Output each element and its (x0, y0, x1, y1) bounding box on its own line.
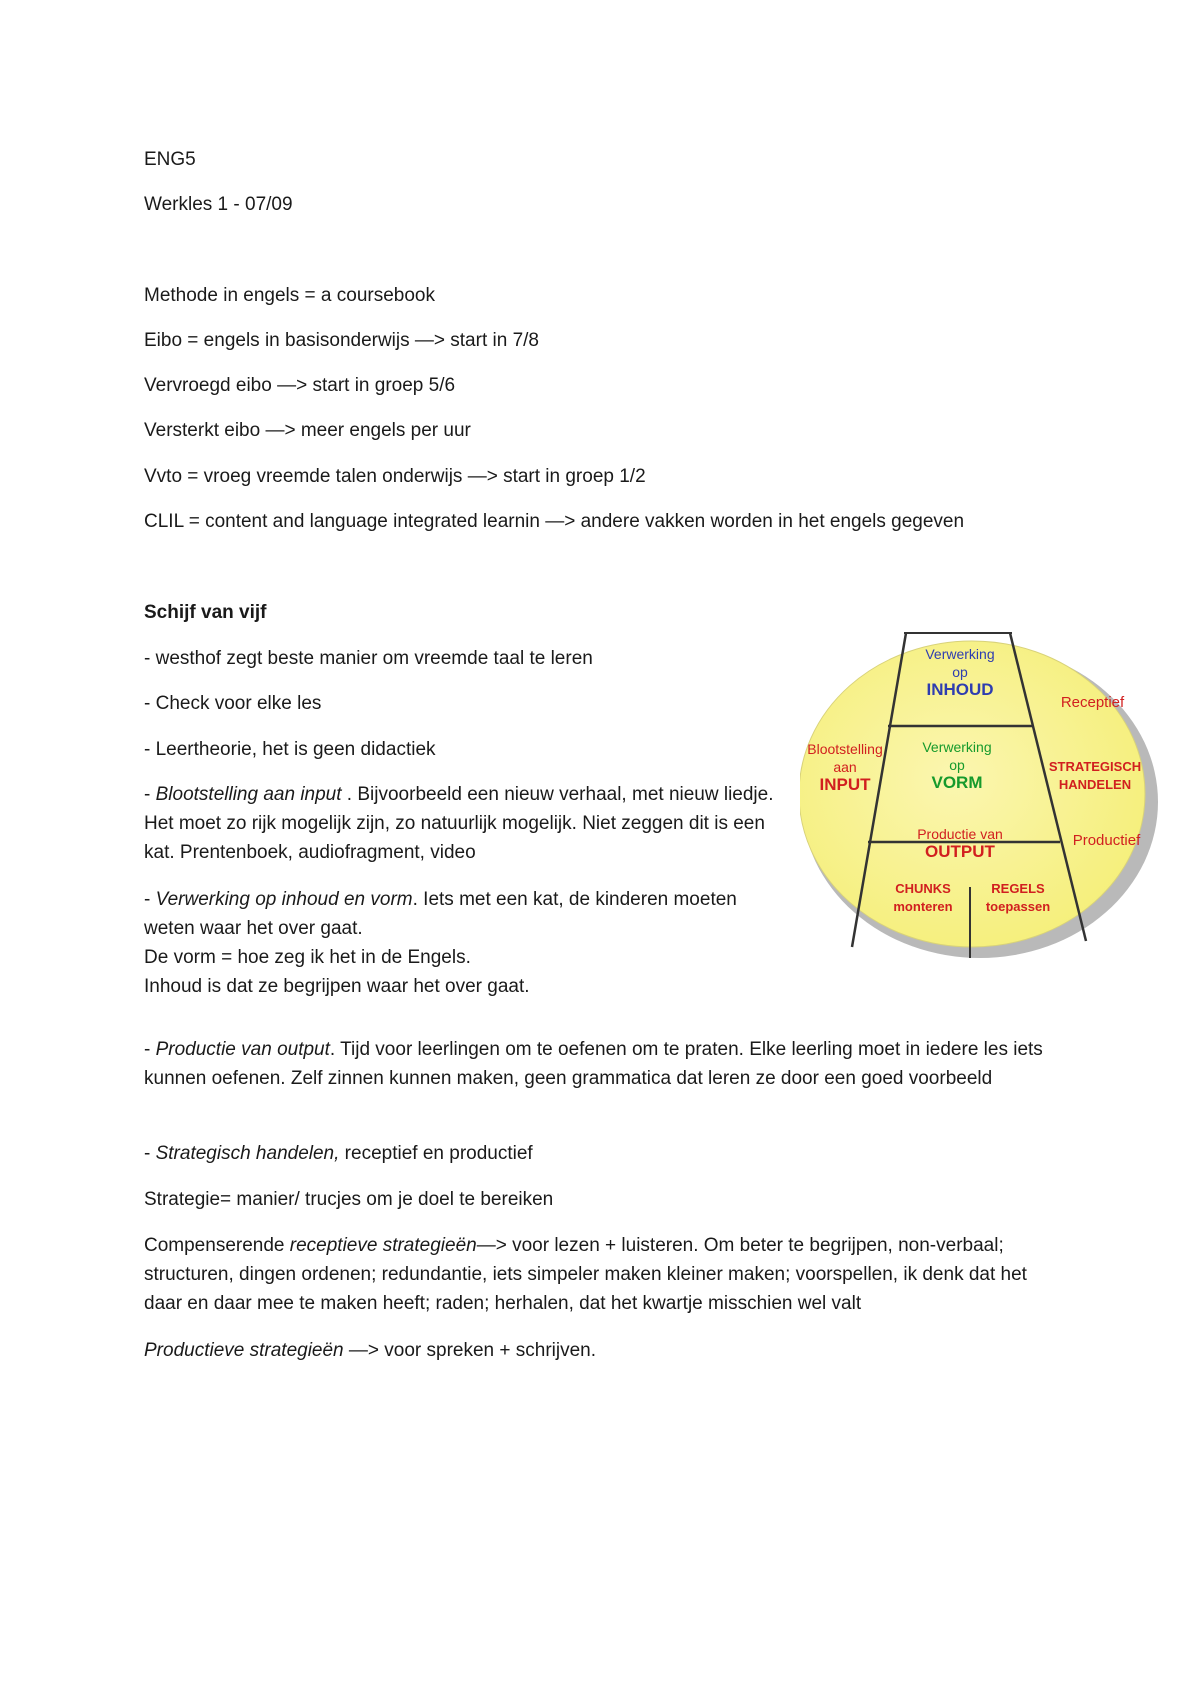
term-input: Blootstelling aan input (155, 784, 342, 805)
label-input-line1: Blootstelling (807, 741, 883, 757)
label-vorm-line2: op (949, 757, 965, 773)
schijf-van-vijf-diagram (800, 625, 1170, 963)
paragraph-input (144, 780, 774, 867)
label-inhoud-line1: Verwerking (925, 646, 995, 662)
term-strategisch: Strategisch handelen, (155, 1143, 340, 1164)
label-inhoud-line3: INHOUD (926, 680, 994, 699)
paragraph-vorm-text: De vorm = hoe zeg ik het in de Engels. (144, 947, 471, 968)
term-productie: Productie van output (155, 1039, 330, 1060)
term-receptieve: receptieve strategieën (289, 1235, 477, 1256)
label-output (900, 825, 1020, 861)
intro-line-6: CLIL = content and language integrated learnin —> andere vakken worden in het engels gegeven (144, 511, 965, 532)
label-vorm (907, 738, 1007, 792)
label-vorm-line3: VORM (931, 773, 983, 792)
productief-text: —> voor spreken + schrijven. (343, 1340, 597, 1361)
label-chunks (883, 880, 963, 916)
intro-line-1: Methode in engels = a coursebook (144, 285, 436, 306)
paragraph-inhoud-text: Inhoud is dat ze begrijpen waar het over gaat. (144, 976, 530, 997)
label-input-line2: aan (833, 759, 857, 775)
label-receptief: Receptief (1060, 694, 1125, 711)
strategie-definition: Strategie= manier/ trucjes om je doel te bereiken (144, 1189, 554, 1210)
paragraph-verwerking-lead: - (144, 889, 156, 910)
compenserend-text: —> voor lezen + luisteren. Om beter te begrijpen, non-verbaal; structuren, dingen ordenen; redundantie, iets simpeler maken kleiner maken; voorspellen, ik denk dat het daar en daar mee te maken heeft; raden; herhalen, dat het kwartje misschien wel valt (144, 1235, 1027, 1314)
label-vorm-line1: Verwerking (922, 739, 992, 755)
label-strategisch-line1: STRATEGISCH (1048, 759, 1142, 774)
intro-line-5: Vvto = vroeg vreemde talen onderwijs —> start in groep 1/2 (144, 466, 646, 487)
intro-line-4: Versterkt eibo —> meer engels per uur (144, 420, 471, 441)
paragraph-verwerking-text: . Iets met een kat, de kinderen moeten weten waar het over gaat. (144, 889, 737, 939)
intro-line-3: Vervroegd eibo —> start in groep 5/6 (144, 375, 456, 396)
section-title: Schijf van vijf (144, 602, 267, 623)
label-productief: Productief (1072, 832, 1141, 849)
bullet-westhof: - westhof zegt beste manier om vreemde taal te leren (144, 648, 593, 669)
label-inhoud-line2: op (952, 664, 968, 680)
label-strategisch-line2: HANDELEN (1058, 777, 1132, 792)
paragraph-verwerking (144, 885, 744, 1001)
label-output-line2: OUTPUT (925, 842, 995, 861)
paragraph-compenserend (144, 1231, 1064, 1318)
bullet-leertheorie: - Leertheorie, het is geen didactiek (144, 739, 436, 760)
bullet-check: - Check voor elke les (144, 693, 322, 714)
label-chunks-line1: CHUNKS (895, 881, 951, 896)
paragraph-strategisch-text: receptief en productief (339, 1143, 533, 1164)
term-productieve: Productieve strategieën (144, 1340, 344, 1361)
paragraph-input-text: . Bijvoorbeeld een nieuw verhaal, met nieuw liedje. Het moet zo rijk mogelijk zijn, zo natuurlijk mogelijk. Niet zeggen dit is een kat. Prentenboek, audiofragment, video (144, 784, 774, 863)
intro-line-2: Eibo = engels in basisonderwijs —> start in 7/8 (144, 330, 539, 351)
course-code: ENG5 (144, 149, 196, 170)
lesson-title: Werkles 1 - 07/09 (144, 194, 293, 215)
label-chunks-line2: monteren (893, 899, 953, 914)
label-strategisch (1036, 758, 1154, 794)
label-regels (973, 880, 1063, 916)
label-input-line3: INPUT (819, 775, 871, 794)
label-input (800, 740, 890, 794)
label-inhoud (915, 645, 1005, 699)
paragraph-productie (144, 1035, 1064, 1093)
paragraph-strategisch-lead: - (144, 1143, 156, 1164)
compenserend-pre: Compenserende (144, 1235, 290, 1256)
term-verwerking: Verwerking op inhoud en vorm (155, 889, 413, 910)
paragraph-productie-text: . Tijd voor leerlingen om te oefenen om te praten. Elke leerling moet in iedere les iets kunnen oefenen. Zelf zinnen kunnen maken, geen grammatica dat leren ze door een goed voorbeeld (144, 1039, 1043, 1089)
paragraph-input-lead: - (144, 784, 156, 805)
label-output-line1: Productie van (917, 826, 1003, 842)
label-regels-line2: toepassen (985, 899, 1051, 914)
paragraph-strategisch (144, 1139, 533, 1168)
paragraph-productief (144, 1336, 596, 1365)
paragraph-productie-lead: - (144, 1039, 156, 1060)
label-regels-line1: REGELS (991, 881, 1045, 896)
